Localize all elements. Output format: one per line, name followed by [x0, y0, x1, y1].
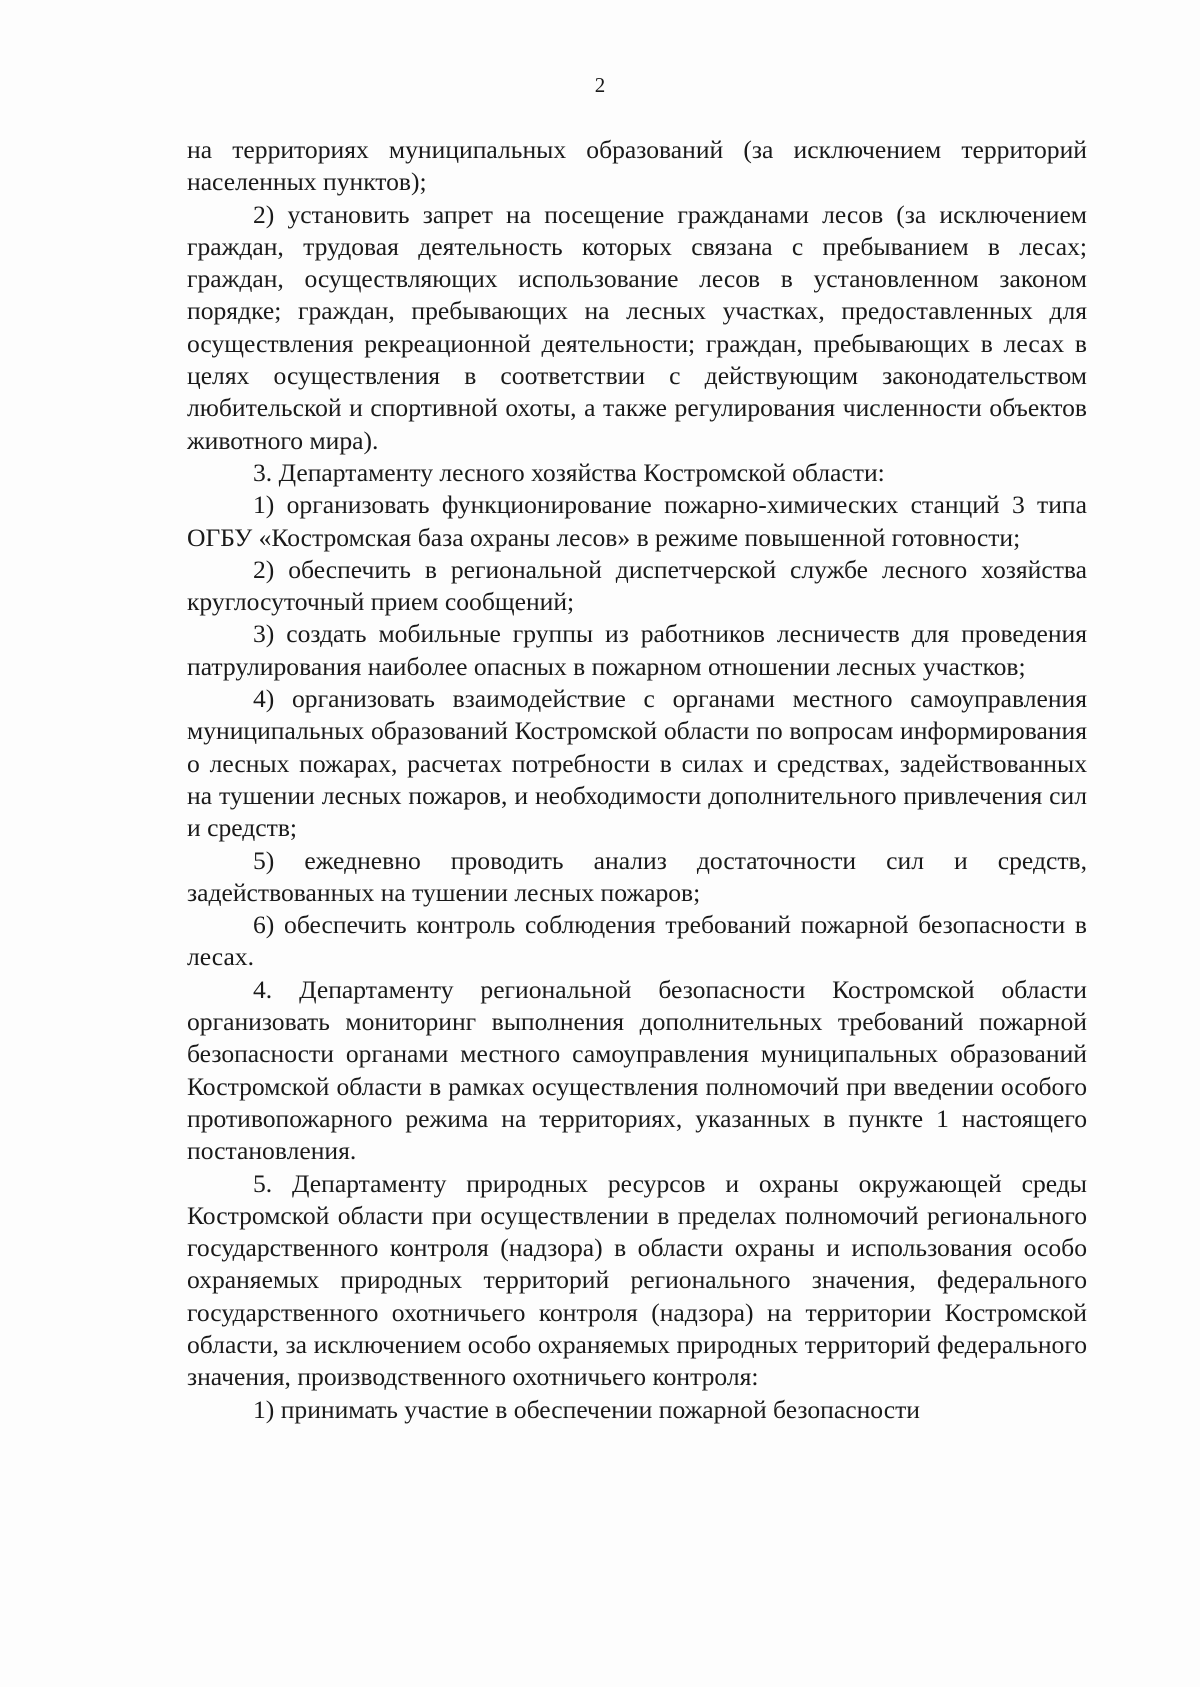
- paragraph-section-5: 5. Департаменту природных ресурсов и охраны окружающей среды Костромской области при осуществлении в пределах полномочий регионального государственного контроля (надзора) в области охраны и использования особо охраняемых природных территорий регионального значения, федерального государственного охотничьего контроля (надзора) на территории Костромской области, за исключением особо охраняемых природных территорий федерального значения, производственного охотничьего контроля:: [187, 1168, 1087, 1392]
- paragraph-item-2-ban: 2) установить запрет на посещение гражданами лесов (за исключением граждан, трудовая деятельность которых связана с пребыванием в лесах; граждан, осуществляющих использование лесов в установленном законом порядке; граждан, пребывающих на лесных участках, предоставленных для осуществления рекреационной деятельности; граждан, пребывающих в лесах в целях осуществления в соответствии с действующим законодательством любительской и спортивной охоты, а также регулирования численности объектов животного мира).: [187, 199, 1087, 455]
- paragraph-3-item-6: 6) обеспечить контроль соблюдения требований пожарной безопасности в лесах.: [187, 910, 1087, 972]
- page-number: 2: [594, 73, 606, 97]
- paragraph-5-item-1: 1) принимать участие в обеспечении пожарной безопасности: [253, 1394, 920, 1424]
- paragraph-3-item-1: 1) организовать функционирование пожарно-химических станций 3 типа ОГБУ «Костромская база охраны лесов» в режиме повышенной готовности;: [187, 490, 1087, 552]
- paragraph-3-item-4: 4) организовать взаимодействие с органами местного самоуправления муниципальных образований Костромской области по вопросам информирования о лесных пожарах, расчетах потребности в силах и средствах, задействованных на тушении лесных пожаров, и необходимости дополнительного привлечения сил и средств;: [187, 684, 1087, 843]
- paragraph-3-item-3: 3) создать мобильные группы из работников лесничеств для проведения патрулирования наиболее опасных в пожарном отношении лесных участков;: [187, 619, 1087, 681]
- document-body: [187, 134, 1087, 1426]
- paragraph-section-4: 4. Департаменту региональной безопасности Костромской области организовать мониторинг выполнения дополнительных требований пожарной безопасности органами местного самоуправления муниципальных образований Костромской области в рамках осуществления полномочий при введении особого противопожарного режима на территориях, указанных в пункте 1 настоящего постановления.: [187, 974, 1087, 1166]
- paragraph-3-item-2: 2) обеспечить в региональной диспетчерской службе лесного хозяйства круглосуточный прием сообщений;: [187, 554, 1087, 617]
- paragraph-section-3: 3. Департаменту лесного хозяйства Костромской области:: [253, 457, 885, 487]
- paragraph-continuation: на территориях муниципальных образований (за исключением территорий населенных пунктов);: [187, 135, 1087, 197]
- paragraph-3-item-5: 5) ежедневно проводить анализ достаточности сил и средств, задействованных на тушении лесных пожаров;: [187, 845, 1087, 907]
